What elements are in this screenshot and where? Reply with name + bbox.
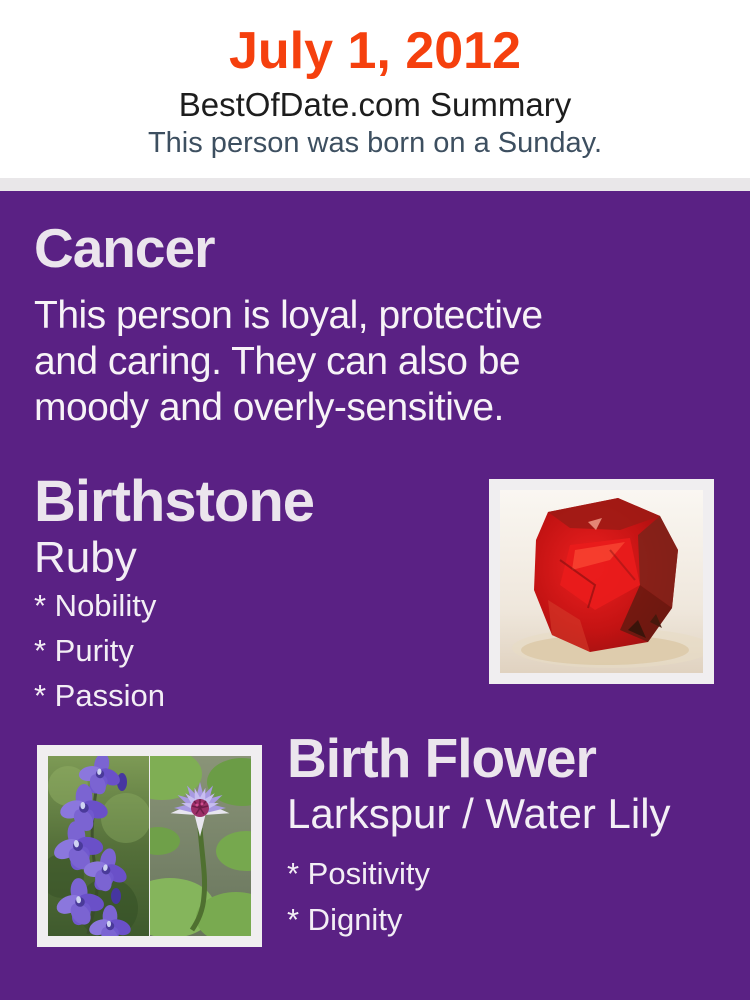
zodiac-description-line: moody and overly-sensitive. (34, 386, 504, 429)
zodiac-description-line: and caring. They can also be (34, 340, 521, 383)
header (0, 0, 750, 178)
birth-flower-name: Larkspur / Water Lily (287, 790, 671, 837)
birthstone-name: Ruby (34, 533, 137, 582)
birth-flower-trait: * Dignity (287, 902, 403, 937)
birth-flower-heading: Birth Flower (287, 727, 596, 789)
birthstone-trait: * Purity (34, 633, 134, 668)
water-lily-photo (150, 756, 251, 936)
birth-flower-photo (37, 745, 262, 947)
birthstone-trait-list (34, 583, 165, 718)
larkspur-photo (48, 756, 149, 936)
born-on-weekday-text: This person was born on a Sunday. (147, 127, 603, 160)
zodiac-sign-heading: Cancer (34, 217, 215, 279)
birth-flower-trait-list (287, 851, 430, 943)
birthstone-trait: * Passion (34, 678, 165, 713)
site-summary-title: BestOfDate.com Summary (178, 85, 572, 123)
birthstone-heading: Birthstone (34, 469, 314, 534)
birth-flower-trait: * Positivity (287, 856, 430, 891)
ruby-gemstone-photo (489, 479, 714, 684)
summary-body (0, 191, 750, 1000)
ruby-gemstone-illustration (500, 490, 703, 673)
zodiac-description (34, 293, 543, 431)
birthstone-trait: * Nobility (34, 588, 157, 623)
zodiac-description-line: This person is loyal, protective (34, 294, 543, 337)
divider-band (0, 178, 750, 191)
page-title-date: July 1, 2012 (229, 22, 521, 80)
